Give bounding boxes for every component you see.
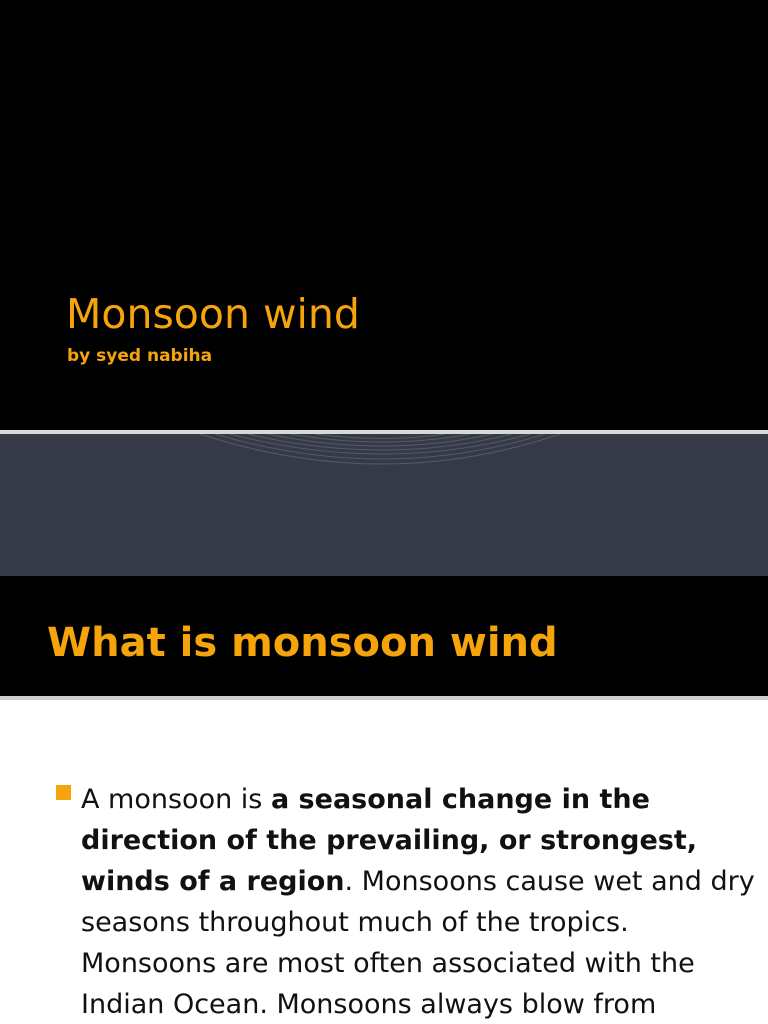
- bullet-text-part1: A monsoon is: [81, 784, 271, 815]
- bullet-square-icon: [56, 785, 71, 800]
- title-slide: [0, 0, 768, 430]
- bullet-text-bold: a seasonal change in the direction of the prevailing, or strongest, winds of a region: [81, 784, 698, 897]
- slide-subtitle: by syed nabiha: [67, 346, 213, 366]
- wave-pattern-decoration: [0, 434, 768, 576]
- bullet-text: [81, 779, 761, 1024]
- content-slide-title: What is monsoon wind: [47, 620, 558, 666]
- decorative-band: [0, 434, 768, 576]
- slide-title: Monsoon wind: [66, 290, 360, 338]
- bullet-text-part2: . Monsoons cause wet and dry seasons throughout much of the tropics. Monsoons are most often associated with the Indian Ocean. Monsoons always blow from: [81, 866, 755, 1020]
